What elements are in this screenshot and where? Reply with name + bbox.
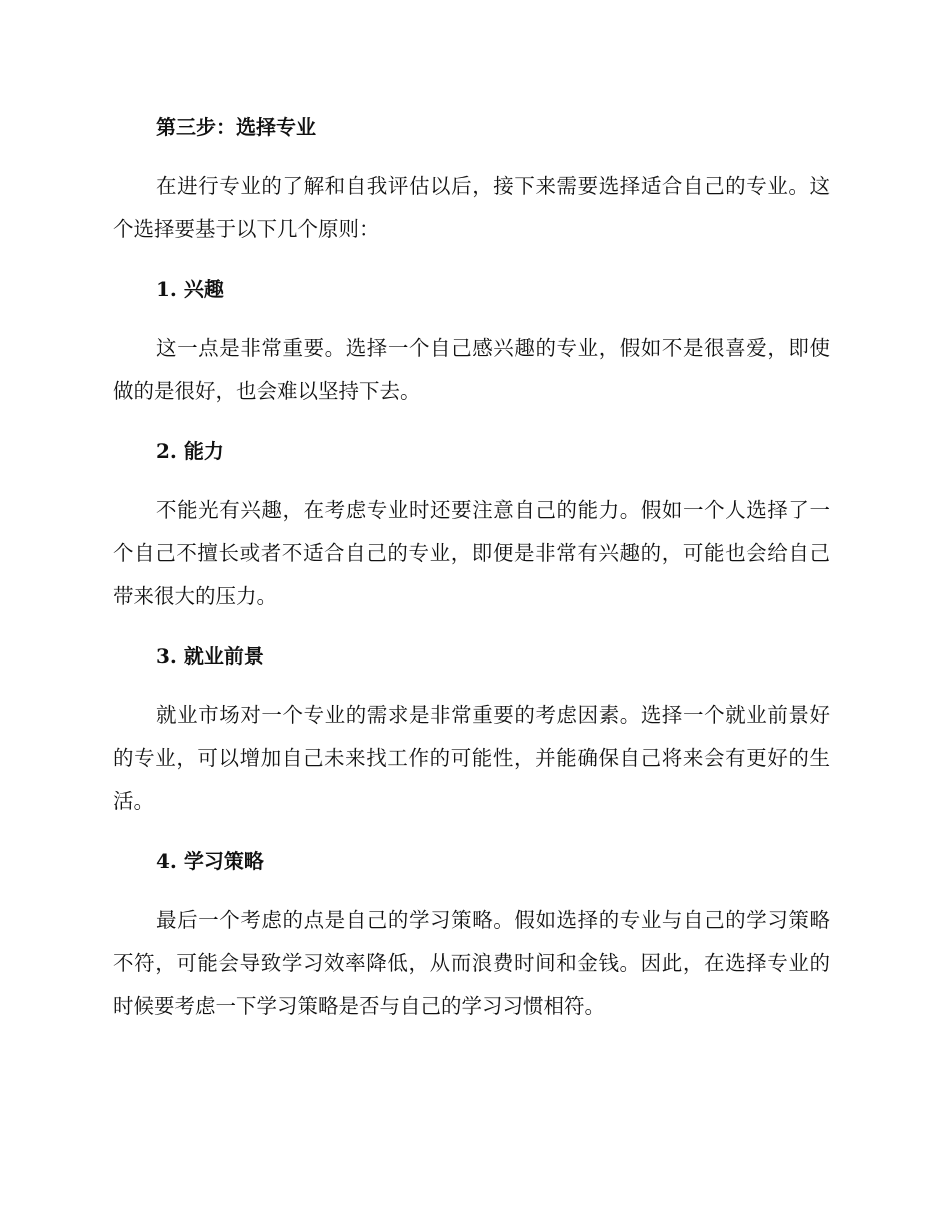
section-text-employment: 就业市场对一个专业的需求是非常重要的考虑因素。选择一个就业前景好的专业，可以增加自己未来找工作的可能性，并能确保自己将来会有更好的生活。 xyxy=(113,703,830,813)
section-text-learning-strategy: 最后一个考虑的点是自己的学习策略。假如选择的专业与自己的学习策略不符，可能会导致学习效率降低，从而浪费时间和金钱。因此，在选择专业的时候要考虑一下学习策略是否与自己的学习习惯相符。 xyxy=(113,908,830,1018)
document-page xyxy=(113,110,830,1049)
page-title: 第三步：选择专业 xyxy=(156,115,316,139)
section-text-ability: 不能光有兴趣，在考虑专业时还要注意自己的能力。假如一个人选择了一个自己不擅长或者不适合自己的专业，即便是非常有兴趣的，可能也会给自己带来很大的压力。 xyxy=(113,498,830,608)
intro-paragraph: 在进行专业的了解和自我评估以后，接下来需要选择适合自己的专业。这个选择要基于以下几个原则： xyxy=(113,174,830,241)
section-heading-employment: 3. 就业前景 xyxy=(156,644,264,668)
section-heading-interest: 1. 兴趣 xyxy=(156,277,224,301)
section-heading-ability: 2. 能力 xyxy=(156,439,224,463)
section-text-interest: 这一点是非常重要。选择一个自己感兴趣的专业，假如不是很喜爱，即使做的是很好，也会难以坚持下去。 xyxy=(113,336,830,403)
section-heading-learning-strategy: 4. 学习策略 xyxy=(156,849,264,873)
